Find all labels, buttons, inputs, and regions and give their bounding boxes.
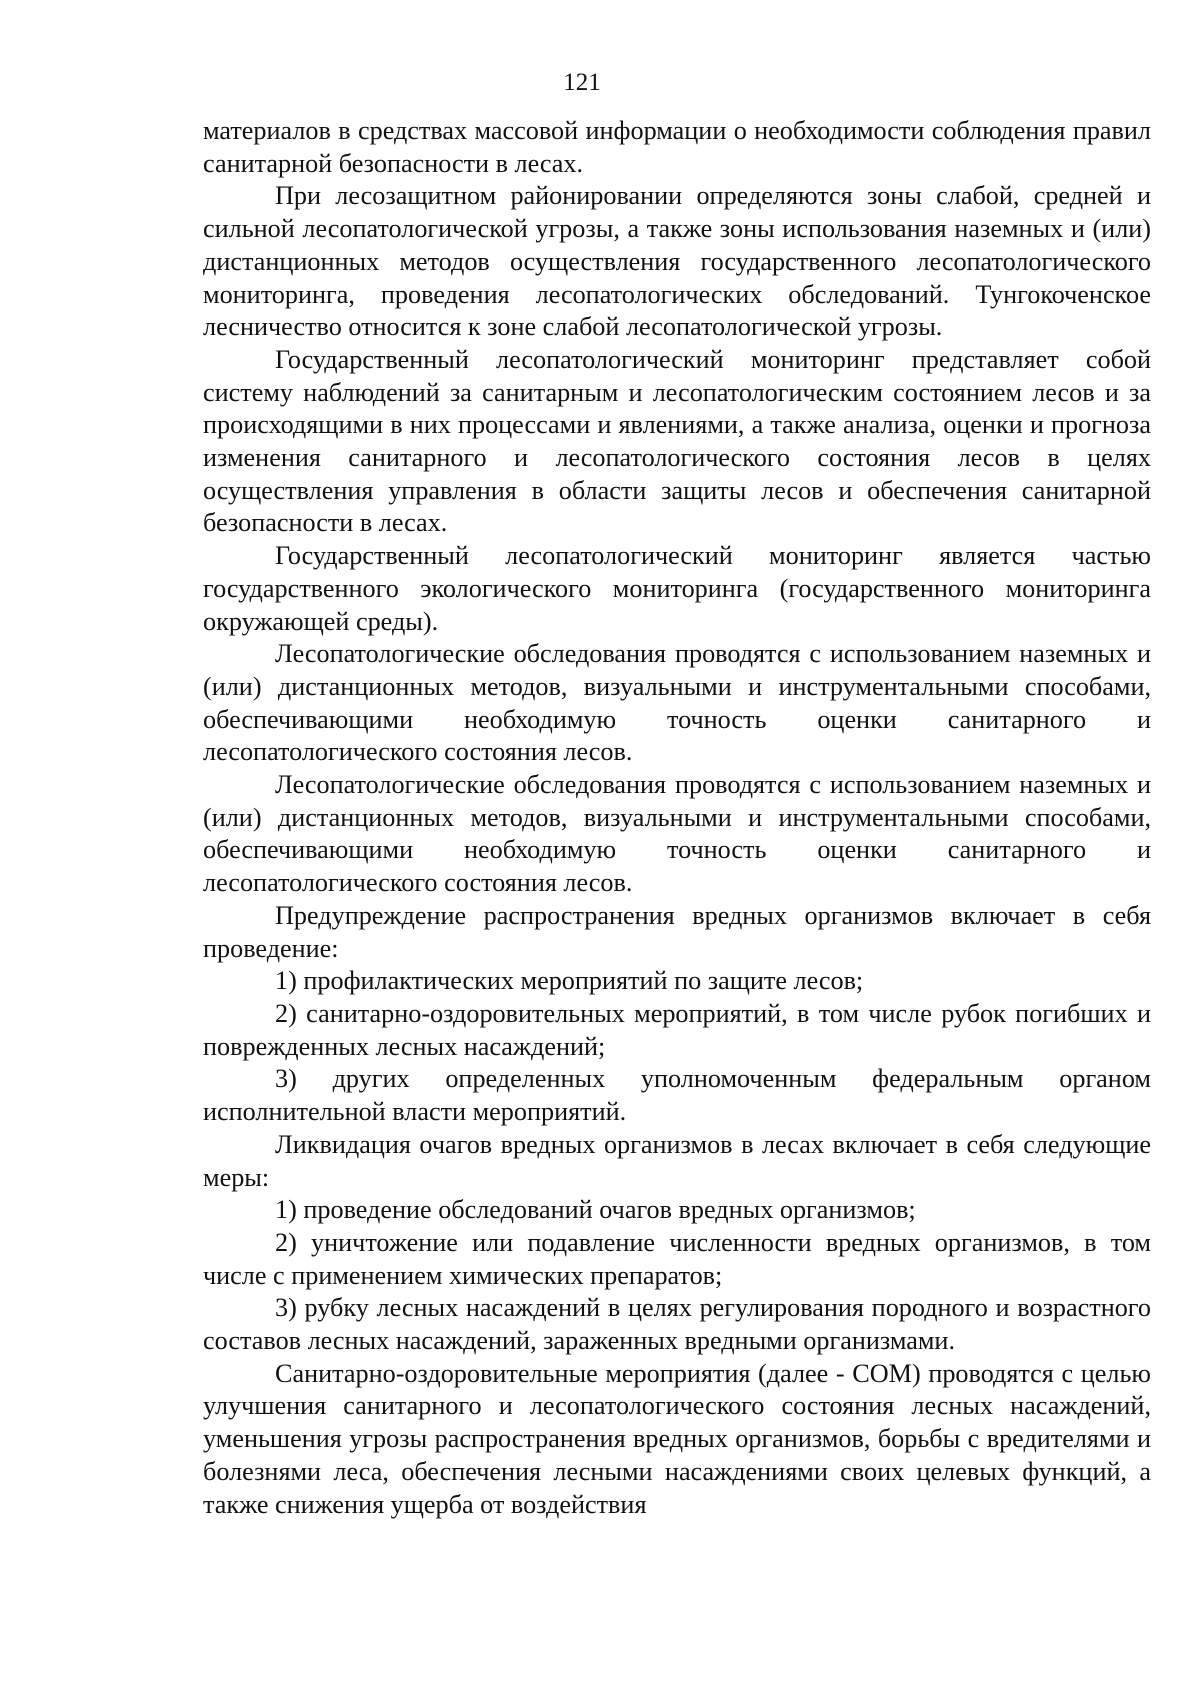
- paragraph-monitoring-part: Государственный лесопатологический мониторинг является частью государственного экологического мониторинга (государственного мониторинга окружающей среды).: [203, 541, 1151, 636]
- list-item-elimination-2: 2) уничтожение или подавление численности вредных организмов, в том числе с применением химических препаратов;: [203, 1227, 1151, 1290]
- document-body: [203, 115, 1151, 1521]
- page-number: 121: [563, 69, 601, 96]
- paragraph-monitoring-definition: Государственный лесопатологический мониторинг представляет собой систему наблюдений за санитарным и лесопатологическим состоянием лесов и за происходящими в них процессами и явлениями, а также анализа, оценки и прогноза изменения санитарного и лесопатологического состояния лесов в целях осуществления управления в области защиты лесов и обеспечения санитарной безопасности в лесах.: [203, 344, 1151, 538]
- paragraph-surveys: Лесопатологические обследования проводятся с использованием наземных и (или) дистанционных методов, визуальными и инструментальными способами, обеспечивающими необходимую точность оценки санитарного и лесопатологического состояния лесов.: [203, 639, 1151, 767]
- paragraph-elimination-intro: Ликвидация очагов вредных организмов в лесах включает в себя следующие меры:: [203, 1129, 1151, 1192]
- paragraph-continuation: материалов в средствах массовой информации о необходимости соблюдения правил санитарной безопасности в лесах.: [203, 116, 1151, 178]
- paragraph-prevention-intro: Предупреждение распространения вредных организмов включает в себя проведение:: [203, 900, 1151, 963]
- paragraph-surveys-repeat: Лесопатологические обследования проводятся с использованием наземных и (или) дистанционных методов, визуальными и инструментальными способами, обеспечивающими необходимую точность оценки санитарного и лесопатологического состояния лесов.: [203, 770, 1151, 898]
- list-item-prevention-1: 1) профилактических мероприятий по защите лесов;: [275, 966, 864, 996]
- paragraph-zoning: При лесозащитном районировании определяются зоны слабой, средней и сильной лесопатологической угрозы, а также зоны использования наземных и (или) дистанционных методов осуществления государственного лесопатологического мониторинга, проведения лесопатологических обследований. Тунгокоченское лесничество относится к зоне слабой лесопатологической угрозы.: [203, 181, 1151, 342]
- list-item-prevention-2: 2) санитарно-оздоровительных мероприятий, в том числе рубок погибших и поврежденных лесных насаждений;: [203, 998, 1151, 1061]
- list-item-elimination-1: 1) проведение обследований очагов вредных организмов;: [275, 1195, 916, 1225]
- list-item-elimination-3: 3) рубку лесных насаждений в целях регулирования породного и возрастного составов лесных насаждений, зараженных вредными организмами.: [203, 1293, 1151, 1356]
- paragraph-sanitary-measures: Санитарно-оздоровительные мероприятия (далее - СОМ) проводятся с целью улучшения санитарного и лесопатологического состояния лесных насаждений, уменьшения угрозы распространения вредных организмов, борьбы с вредителями и болезнями леса, обеспечения лесными насаждениями своих целевых функций, а также снижения ущерба от воздействия: [203, 1358, 1151, 1519]
- list-item-prevention-3: 3) других определенных уполномоченным федеральным органом исполнительной власти мероприятий.: [203, 1064, 1151, 1127]
